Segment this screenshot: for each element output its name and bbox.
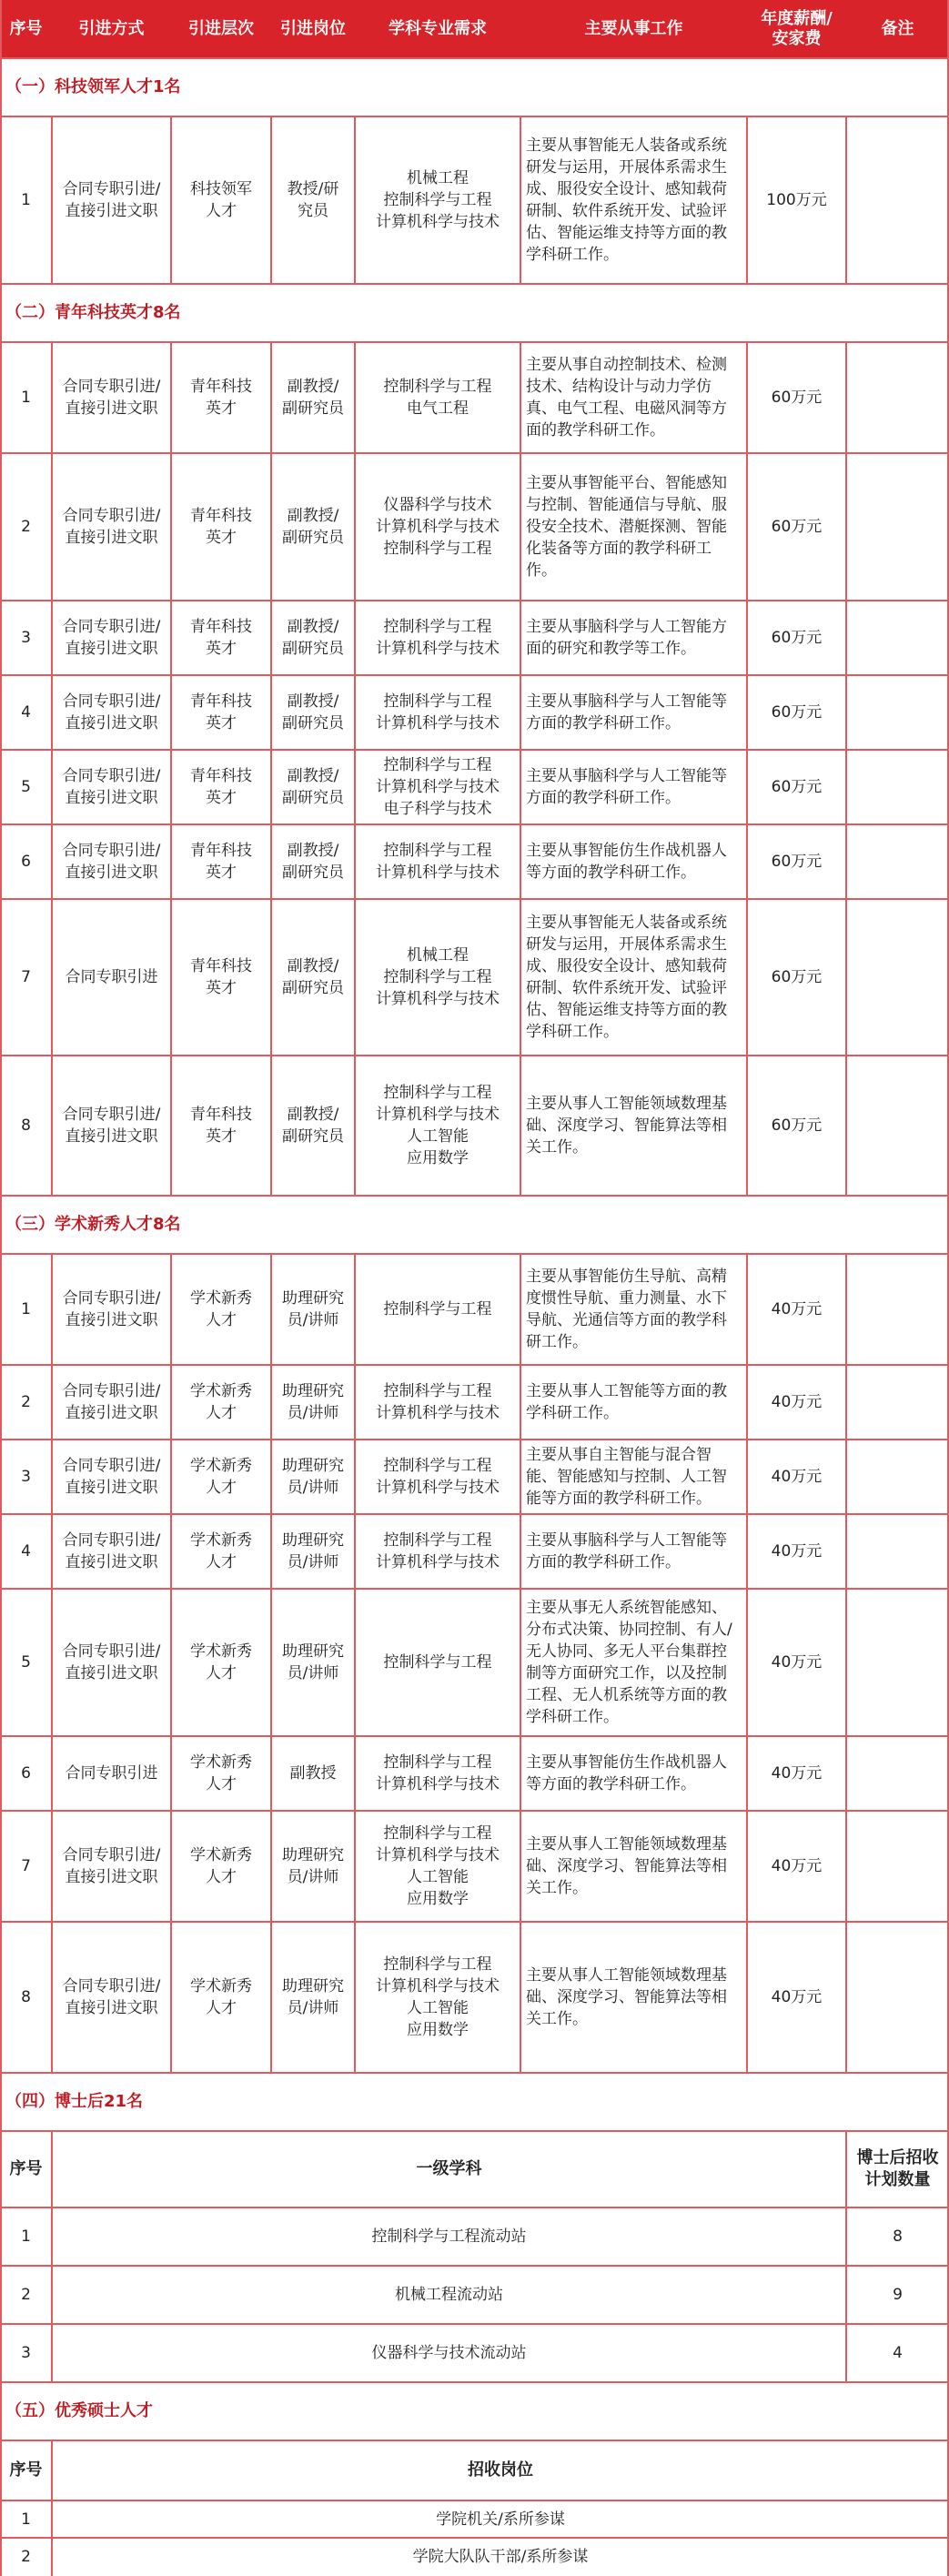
table-rule	[520, 1811, 521, 1922]
cell-major: 控制科学与工程	[383, 1300, 492, 1318]
table-rule	[354, 1736, 356, 1811]
cell-work: 主要从事自主智能与混合智能、智能感知与控制、人工智能等方面的教学科研工作。	[526, 1446, 727, 1508]
cell-note	[846, 750, 949, 824]
table-rule	[270, 899, 272, 1056]
cell-major: 控制科学与工程 计算机科学与技术	[376, 842, 500, 882]
table-rule	[51, 675, 53, 750]
table-rule	[845, 1056, 847, 1196]
cell-note	[846, 601, 949, 675]
table-rule	[170, 750, 172, 824]
cell-level: 青年科技 英才	[190, 507, 252, 547]
cell-no: 3	[21, 1468, 31, 1486]
table-rule	[270, 750, 272, 824]
table-rule	[746, 1589, 748, 1736]
table-rule	[51, 1736, 53, 1811]
table-rule	[270, 116, 272, 284]
table-rule	[170, 824, 172, 899]
cell-pay: 60万元	[771, 518, 823, 536]
table-rule	[170, 116, 172, 284]
cell-no: 8	[21, 1988, 31, 2006]
table-rule	[746, 1811, 748, 1922]
cell-method: 合同专职引进/ 直接引进文职	[62, 507, 161, 547]
table-rule	[520, 342, 521, 453]
table-rule	[270, 342, 272, 453]
cell-major: 机械工程 控制科学与工程 计算机科学与技术	[376, 946, 500, 1008]
cell-post: 助理研究 员/讲师	[282, 1382, 344, 1422]
cell-level: 青年科技 英才	[190, 618, 252, 658]
section-title: （五）优秀硕士人才	[5, 2401, 153, 2420]
cell-level: 学术新秀 人才	[190, 1531, 252, 1571]
table-rule	[270, 601, 272, 675]
cell-post: 副教授/ 副研究员	[282, 842, 344, 882]
header-work: 主要从事工作	[520, 0, 747, 58]
table-rule	[845, 116, 847, 284]
table-rule	[746, 824, 748, 899]
table-rule	[270, 675, 272, 750]
cell-work: 主要从事脑科学与人工智能等方面的教学科研工作。	[526, 1531, 727, 1571]
cell-method: 合同专职引进/ 直接引进文职	[62, 1977, 161, 2017]
table-rule	[354, 1922, 356, 2073]
table-rule	[746, 750, 748, 824]
table-rule	[845, 453, 847, 601]
cell-work: 主要从事人工智能领域数理基础、深度学习、智能算法等相关工作。	[526, 1835, 727, 1897]
cell-no: 1	[21, 2510, 31, 2529]
cell-work: 主要从事人工智能领域数理基础、深度学习、智能算法等相关工作。	[526, 1095, 727, 1157]
table-rule	[845, 824, 847, 899]
table-rule	[746, 1736, 748, 1811]
cell-note	[846, 1589, 949, 1736]
table-rule	[520, 675, 521, 750]
table-rule	[51, 1514, 53, 1589]
table-rule	[845, 2131, 847, 2207]
table-rule	[51, 750, 53, 824]
cell-major: 控制科学与工程 计算机科学与技术	[376, 692, 500, 732]
cell-method: 合同专职引进/ 直接引进文职	[62, 1457, 161, 1497]
table-rule	[354, 601, 356, 675]
cell-subject: 控制科学与工程流动站	[371, 2227, 527, 2246]
cell-post: 副教授/ 副研究员	[282, 378, 344, 418]
cell-post: 助理研究 员/讲师	[282, 1846, 344, 1886]
cell-count: 8	[893, 2227, 903, 2246]
cell-no: 1	[21, 191, 31, 209]
header-pay: 年度薪酬/ 安家费	[747, 0, 846, 58]
cell-method: 合同专职引进/ 直接引进文职	[62, 842, 161, 882]
cell-no: 2	[21, 518, 31, 536]
cell-post: 助理研究 员/讲师	[282, 1289, 344, 1329]
cell-work: 主要从事脑科学与人工智能等方面的教学科研工作。	[526, 767, 727, 807]
table-rule	[51, 601, 53, 675]
cell-work: 主要从事智能平台、智能感知与控制、智能通信与导航、服役安全技术、潜艇探测、智能化装备等方面的教学科研工作。	[526, 474, 727, 580]
cell-post: 副教授/ 副研究员	[282, 692, 344, 732]
cell-post: 副教授/ 副研究员	[282, 618, 344, 658]
cell-work: 主要从事人工智能等方面的教学科研工作。	[526, 1382, 727, 1422]
cell-pay: 60万元	[771, 1116, 823, 1135]
cell-no: 4	[21, 703, 31, 722]
table-rule	[354, 1056, 356, 1196]
cell-level: 青年科技 英才	[190, 842, 252, 882]
table-rule	[845, 1736, 847, 1811]
cell-work: 主要从事智能仿生导航、高精度惯性导航、重力测量、水下导航、光通信等方面的教学科研工作。	[526, 1268, 727, 1351]
table-rule	[270, 1514, 272, 1589]
table-rule	[354, 1589, 356, 1736]
table-rule	[746, 1365, 748, 1440]
table-rule	[746, 899, 748, 1056]
table-rule	[354, 1365, 356, 1440]
table-rule	[354, 116, 356, 284]
table-rule	[270, 1440, 272, 1514]
cell-pay: 100万元	[766, 191, 827, 209]
table-rule	[51, 1440, 53, 1514]
table-rule	[270, 1589, 272, 1736]
table-rule	[51, 1922, 53, 2073]
table-rule	[520, 750, 521, 824]
table-rule	[170, 899, 172, 1056]
table-rule	[520, 899, 521, 1056]
table-rule	[845, 899, 847, 1056]
cell-method: 合同专职引进	[65, 1764, 158, 1783]
cell-method: 合同专职引进/ 直接引进文职	[62, 378, 161, 418]
table-rule	[746, 116, 748, 284]
table-rule	[746, 1440, 748, 1514]
cell-no: 3	[21, 629, 31, 647]
table-rule	[520, 1922, 521, 2073]
table-rule	[520, 1254, 521, 1365]
cell-no: 3	[21, 2344, 31, 2362]
header-level: 引进层次	[171, 0, 271, 58]
cell-post: 教授/研 究员	[287, 180, 339, 220]
cell-level: 青年科技 英才	[190, 957, 252, 997]
table-rule	[51, 1254, 53, 1365]
cell-pay: 40万元	[771, 1542, 823, 1561]
cell-no: 8	[21, 1116, 31, 1135]
cell-method: 合同专职引进/ 直接引进文职	[62, 180, 161, 220]
table-rule	[51, 2324, 53, 2382]
table-rule	[520, 824, 521, 899]
table-rule	[170, 1254, 172, 1365]
cell-note	[846, 116, 949, 284]
cell-pay: 60万元	[771, 389, 823, 407]
cell-no: 6	[21, 853, 31, 871]
cell-work: 主要从事脑科学与人工智能等方面的教学科研工作。	[526, 692, 727, 732]
cell-method: 合同专职引进/ 直接引进文职	[62, 1846, 161, 1886]
table-rule	[845, 1440, 847, 1514]
table-rule	[845, 2266, 847, 2324]
cell-note	[846, 453, 949, 601]
cell-major: 机械工程 控制科学与工程 计算机科学与技术	[376, 169, 500, 231]
table-rule	[51, 1811, 53, 1922]
cell-post: 副教授	[289, 1764, 337, 1783]
cell-note	[846, 899, 949, 1056]
cell-note	[846, 342, 949, 453]
cell-pay: 40万元	[771, 1468, 823, 1486]
header-no: 序号	[0, 0, 52, 58]
cell-post: 学院机关/系所参谋	[436, 2510, 565, 2529]
table-rule	[746, 601, 748, 675]
cell-major: 控制科学与工程	[383, 1653, 492, 1672]
table-rule	[354, 342, 356, 453]
table-rule	[520, 1736, 521, 1811]
cell-work: 主要从事智能仿生作战机器人等方面的教学科研工作。	[526, 842, 727, 882]
table-rule	[845, 601, 847, 675]
header-major: 学科专业需求	[355, 0, 520, 58]
table-rule	[746, 1514, 748, 1589]
table-rule	[354, 750, 356, 824]
cell-count: 9	[893, 2286, 903, 2304]
table-rule	[170, 601, 172, 675]
table-rule	[51, 453, 53, 601]
table-rule	[520, 1056, 521, 1196]
table-rule	[845, 1514, 847, 1589]
table-rule	[270, 1365, 272, 1440]
cell-level: 学术新秀 人才	[190, 1846, 252, 1886]
cell-post: 助理研究 员/讲师	[282, 1531, 344, 1571]
section-title: （四）博士后21名	[5, 2092, 144, 2111]
cell-no: 5	[21, 1653, 31, 1672]
table-rule	[354, 1811, 356, 1922]
table-rule	[845, 2207, 847, 2266]
table-rule	[354, 453, 356, 601]
table-rule	[51, 2440, 53, 2500]
header-note: 备注	[846, 0, 949, 58]
cell-method: 合同专职引进/ 直接引进文职	[62, 1531, 161, 1571]
cell-major: 控制科学与工程 计算机科学与技术	[376, 1457, 500, 1497]
section-title: （三）学术新秀人才8名	[5, 1215, 181, 1234]
cell-work: 主要从事智能仿生作战机器人等方面的教学科研工作。	[526, 1753, 727, 1793]
cell-pay: 60万元	[771, 629, 823, 647]
cell-note	[846, 1365, 949, 1440]
section-title: （二）青年科技英才8名	[5, 303, 181, 322]
table-rule	[170, 675, 172, 750]
table-rule	[51, 1056, 53, 1196]
cell-no: 2	[21, 2548, 31, 2566]
table-rule	[170, 1922, 172, 2073]
table-rule	[746, 1056, 748, 1196]
table-rule	[170, 1736, 172, 1811]
cell-major: 控制科学与工程 计算机科学与技术 电子科学与技术	[376, 756, 500, 818]
cell-note	[846, 1056, 949, 1196]
table-rule	[354, 1440, 356, 1514]
table-rule	[51, 2266, 53, 2324]
cell-level: 学术新秀 人才	[190, 1289, 252, 1329]
cell-note	[846, 1514, 949, 1589]
header-post: 引进岗位	[271, 0, 355, 58]
table-rule	[270, 1254, 272, 1365]
cell-pay: 40万元	[771, 1653, 823, 1672]
table-rule	[51, 824, 53, 899]
cell-subject: 仪器科学与技术流动站	[371, 2344, 527, 2362]
table-rule	[270, 1736, 272, 1811]
table-rule	[845, 1811, 847, 1922]
cell-post: 副教授/ 副研究员	[282, 507, 344, 547]
cell-method: 合同专职引进/ 直接引进文职	[62, 1289, 161, 1329]
table-rule	[746, 1922, 748, 2073]
cell-level: 学术新秀 人才	[190, 1382, 252, 1422]
cell-method: 合同专职引进/ 直接引进文职	[62, 1642, 161, 1682]
cell-pay: 60万元	[771, 853, 823, 871]
cell-method: 合同专职引进/ 直接引进文职	[62, 692, 161, 732]
cell-no: 1	[21, 1300, 31, 1318]
table-rule	[845, 342, 847, 453]
cell-pay: 40万元	[771, 1988, 823, 2006]
table-rule	[170, 1440, 172, 1514]
cell-level: 青年科技 英才	[190, 692, 252, 732]
table-rule	[51, 2500, 53, 2538]
cell-no: 5	[21, 778, 31, 796]
cell-no: 4	[21, 1542, 31, 1561]
cell-post: 助理研究 员/讲师	[282, 1457, 344, 1497]
cell-work: 主要从事无人系统智能感知、分布式决策、协同控制、有人/无人协同、多无人平台集群控制等方面研究工作，以及控制工程、无人机系统等方面的教学科研工作。	[526, 1599, 732, 1726]
cell-note	[846, 1254, 949, 1365]
cell-pay: 40万元	[771, 1393, 823, 1411]
cell-work: 主要从事脑科学与人工智能方面的研究和教学等工作。	[526, 618, 727, 658]
cell-pay: 40万元	[771, 1764, 823, 1783]
cell-no: 2	[21, 2286, 31, 2304]
table-rule	[845, 675, 847, 750]
table-rule	[51, 2207, 53, 2266]
cell-method: 合同专职引进/ 直接引进文职	[62, 618, 161, 658]
cell-level: 学术新秀 人才	[190, 1457, 252, 1497]
table-rule	[845, 1254, 847, 1365]
table-rule	[170, 1589, 172, 1736]
table-rule	[51, 1365, 53, 1440]
header-count: 博士后招收 计划数量	[856, 2148, 939, 2189]
cell-pay: 60万元	[771, 968, 823, 986]
cell-level: 学术新秀 人才	[190, 1642, 252, 1682]
cell-post: 学院大队队干部/系所参谋	[412, 2548, 589, 2566]
table-rule	[170, 453, 172, 601]
cell-major: 控制科学与工程 计算机科学与技术 人工智能 应用数学	[376, 1955, 500, 2039]
cell-subject: 机械工程流动站	[395, 2286, 503, 2304]
cell-level: 学术新秀 人才	[190, 1977, 252, 2017]
cell-level: 青年科技 英才	[190, 378, 252, 418]
table-rule	[520, 116, 521, 284]
cell-no: 7	[21, 1857, 31, 1875]
table-rule	[270, 453, 272, 601]
table-rule	[51, 1589, 53, 1736]
table-rule	[845, 2324, 847, 2382]
cell-major: 控制科学与工程 计算机科学与技术 人工智能 应用数学	[376, 1824, 500, 1908]
cell-method: 合同专职引进/ 直接引进文职	[62, 1382, 161, 1422]
cell-work: 主要从事自动控制技术、检测技术、结构设计与动力学仿真、电气工程、电磁风洞等方面的教学科研工作。	[526, 356, 727, 439]
cell-work: 主要从事人工智能领域数理基础、深度学习、智能算法等相关工作。	[526, 1966, 727, 2028]
table-rule	[845, 1365, 847, 1440]
cell-pay: 40万元	[771, 1857, 823, 1875]
table-rule	[51, 2538, 53, 2576]
table-rule	[170, 1811, 172, 1922]
cell-level: 青年科技 英才	[190, 767, 252, 807]
table-rule	[270, 1922, 272, 2073]
cell-pay: 40万元	[771, 1300, 823, 1318]
cell-note	[846, 1736, 949, 1811]
table-rule	[51, 116, 53, 284]
cell-no: 1	[21, 2227, 31, 2246]
table-rule	[170, 1514, 172, 1589]
table-rule	[170, 1056, 172, 1196]
cell-no: 6	[21, 1764, 31, 1783]
table-rule	[170, 1365, 172, 1440]
table-rule	[270, 1056, 272, 1196]
cell-method: 合同专职引进/ 直接引进文职	[62, 1106, 161, 1146]
table-rule	[354, 824, 356, 899]
header-method: 引进方式	[52, 0, 171, 58]
header-subject: 一级学科	[416, 2159, 482, 2178]
cell-note	[846, 675, 949, 750]
cell-method: 合同专职引进	[65, 968, 158, 986]
table-rule	[51, 899, 53, 1056]
cell-level: 科技领军 人才	[190, 180, 252, 220]
table-rule	[170, 342, 172, 453]
header-post: 招收岗位	[468, 2460, 533, 2480]
cell-major: 控制科学与工程 计算机科学与技术	[376, 1531, 500, 1571]
cell-major: 控制科学与工程 电气工程	[383, 378, 492, 418]
cell-note	[846, 1922, 949, 2073]
cell-level: 学术新秀 人才	[190, 1753, 252, 1793]
table-rule	[270, 824, 272, 899]
table-rule	[0, 0, 2, 2576]
table-rule	[520, 1514, 521, 1589]
table-rule	[354, 675, 356, 750]
cell-no: 1	[21, 389, 31, 407]
cell-pay: 60万元	[771, 703, 823, 722]
cell-post: 副教授/ 副研究员	[282, 767, 344, 807]
table-rule	[845, 1922, 847, 2073]
table-rule	[51, 342, 53, 453]
table-rule	[520, 601, 521, 675]
table-rule	[520, 1440, 521, 1514]
table-rule	[845, 1589, 847, 1736]
table-rule	[354, 1514, 356, 1589]
cell-major: 控制科学与工程 计算机科学与技术	[376, 1382, 500, 1422]
table-rule	[354, 1254, 356, 1365]
cell-level: 青年科技 英才	[190, 1106, 252, 1146]
cell-no: 7	[21, 968, 31, 986]
cell-post: 助理研究 员/讲师	[282, 1642, 344, 1682]
section-title: （一）科技领军人才1名	[5, 77, 181, 96]
cell-major: 控制科学与工程 计算机科学与技术 人工智能 应用数学	[376, 1084, 500, 1167]
header-no: 序号	[9, 2460, 43, 2480]
header-no: 序号	[9, 2159, 43, 2178]
table-rule	[746, 453, 748, 601]
cell-post: 助理研究 员/讲师	[282, 1977, 344, 2017]
cell-major: 控制科学与工程 计算机科学与技术	[376, 1753, 500, 1793]
cell-count: 4	[893, 2344, 903, 2362]
cell-post: 副教授/ 副研究员	[282, 1106, 344, 1146]
table-rule	[520, 1365, 521, 1440]
cell-note	[846, 824, 949, 899]
cell-no: 2	[21, 1393, 31, 1411]
table-rule	[746, 342, 748, 453]
table-rule	[746, 675, 748, 750]
table-rule	[270, 1811, 272, 1922]
cell-work: 主要从事智能无人装备或系统研发与运用，开展体系需求生成、服役安全设计、感知载荷研制、软件系统开发、试验评估、智能运维支持等方面的教学科研工作。	[526, 914, 727, 1041]
table-rule	[746, 1254, 748, 1365]
cell-method: 合同专职引进/ 直接引进文职	[62, 767, 161, 807]
cell-pay: 60万元	[771, 778, 823, 796]
table-rule	[354, 899, 356, 1056]
cell-note	[846, 1811, 949, 1922]
cell-major: 仪器科学与技术 计算机科学与技术 控制科学与工程	[376, 496, 500, 558]
table-rule	[845, 750, 847, 824]
table-rule	[51, 2131, 53, 2207]
table-rule	[520, 1589, 521, 1736]
table-rule	[520, 453, 521, 601]
cell-note	[846, 1440, 949, 1514]
cell-work: 主要从事智能无人装备或系统研发与运用，开展体系需求生成、服役安全设计、感知载荷研制、软件系统开发、试验评估、智能运维支持等方面的教学科研工作。	[526, 136, 727, 264]
cell-major: 控制科学与工程 计算机科学与技术	[376, 618, 500, 658]
cell-post: 副教授/ 副研究员	[282, 957, 344, 997]
